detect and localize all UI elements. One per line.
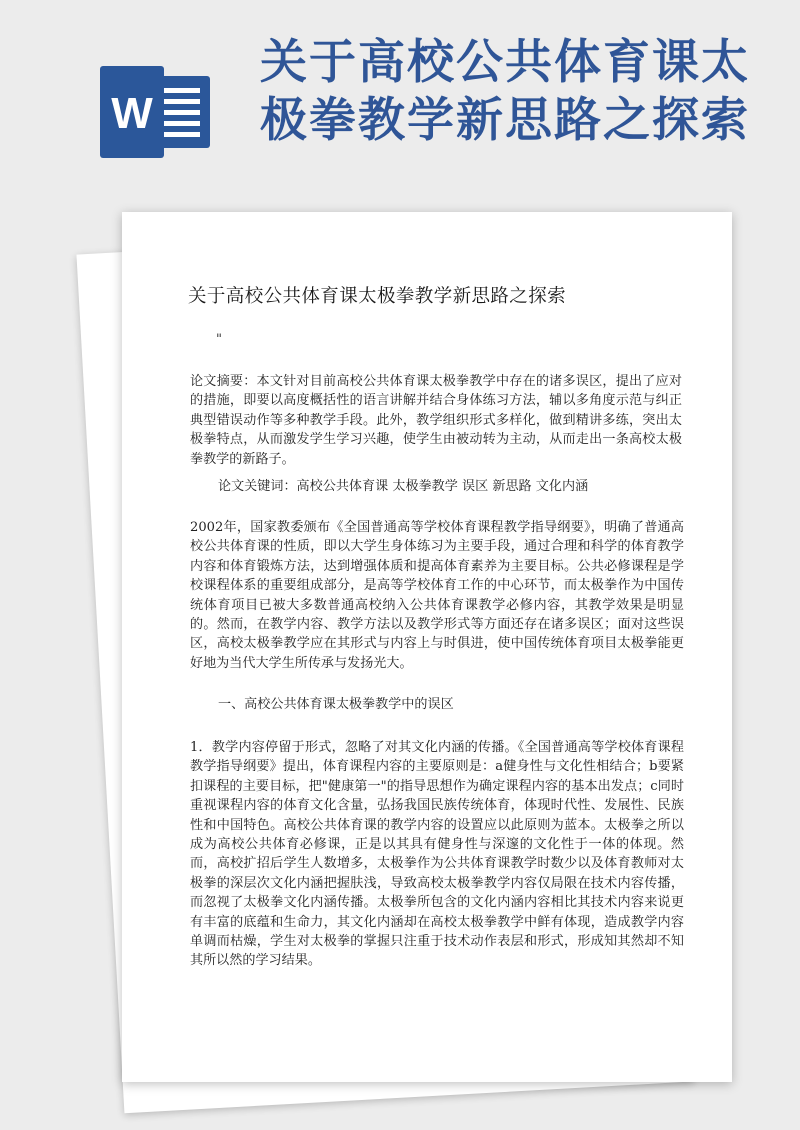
abstract-paragraph: 论文摘要：本文针对目前高校公共体育课太极拳教学中存在的诸多误区，提出了应对的措施，即要以高度概括性的语言讲解并结合身体练习方法，辅以多角度示范与纠正典型错误动作等多种教学手段。此外，教学组织形式多样化，做到精讲多练，突出太极拳特点，从而激发学生学习兴趣，使学生由被动转为主动，从而走出一条高校太极拳教学的新路子。	[190, 374, 682, 467]
word-icon	[100, 66, 218, 158]
body-paragraph-1: 2002年，国家教委颁布《全国普通高等学校体育课程教学指导纲要》，明确了普通高校公共体育课的性质，即以大学生身体练习为主要手段，通过合理和科学的体育教学内容和体育锻炼方法，达到增强体质和提高体育素养为主要目标。公共必修课程是学校课程体系的重要组成部分，是高等学校体育工作的中心环节，而太极拳作为中国传统体育项目已被大多数普通高校纳入公共体育课教学必修内容，其教学效果是明显的。然而，在教学内容、教学方法以及教学形式等方面还存在诸多误区；面对这些误区，高校太极拳教学应在其形式与内容上与时俱进，使中国传统体育项目太极拳能更好地为当代大学生所传承与发扬光大。	[190, 520, 684, 671]
document-title: 关于高校公共体育课太极拳教学新思路之探索	[188, 286, 567, 307]
section-heading-1: 一、高校公共体育课太极拳教学中的误区	[218, 697, 454, 712]
keywords-line: 论文关键词：高校公共体育课 太极拳教学 误区 新思路 文化内涵	[218, 479, 589, 494]
quote-mark: "	[216, 332, 222, 347]
svg-text:W: W	[111, 89, 153, 138]
document-page	[122, 212, 732, 1082]
body-paragraph-2: 1．教学内容停留于形式，忽略了对其文化内涵的传播。《全国普通高等学校体育课程教学指导纲要》提出，体育课程内容的主要原则是：a健身性与文化性相结合；b要紧扣课程的主要目标，把"健康第一"的指导思想作为确定课程内容的基本出发点；c同时重视课程内容的体育文化含量，弘扬我国民族传统体育，体现时代性、发展性、民族性和中国特色。高校公共体育课的教学内容的设置应以此原则为蓝本。太极拳之所以成为高校公共体育必修课，正是以其具有健身性与深邃的文化性于一体的体现。然而，高校扩招后学生人数增多，太极拳作为公共体育课教学时数少以及体育教师对太极拳的深层次文化内涵把握肤浅，导致高校太极拳教学内容仅局限在技术内容传播，而忽视了太极拳文化内涵传播。太极拳所包含的文化内涵内容相比其技术内容来说更有丰富的底蕴和生命力，其文化内涵却在高校太极拳教学中鲜有体现，造成教学内容单调而枯燥，学生对太极拳的掌握只注重于技术动作表层和形式，形成知其然却不知其所以然的学习结果。	[190, 740, 684, 969]
banner-title: 关于高校公共体育课太极拳教学新思路之探索	[260, 35, 750, 148]
